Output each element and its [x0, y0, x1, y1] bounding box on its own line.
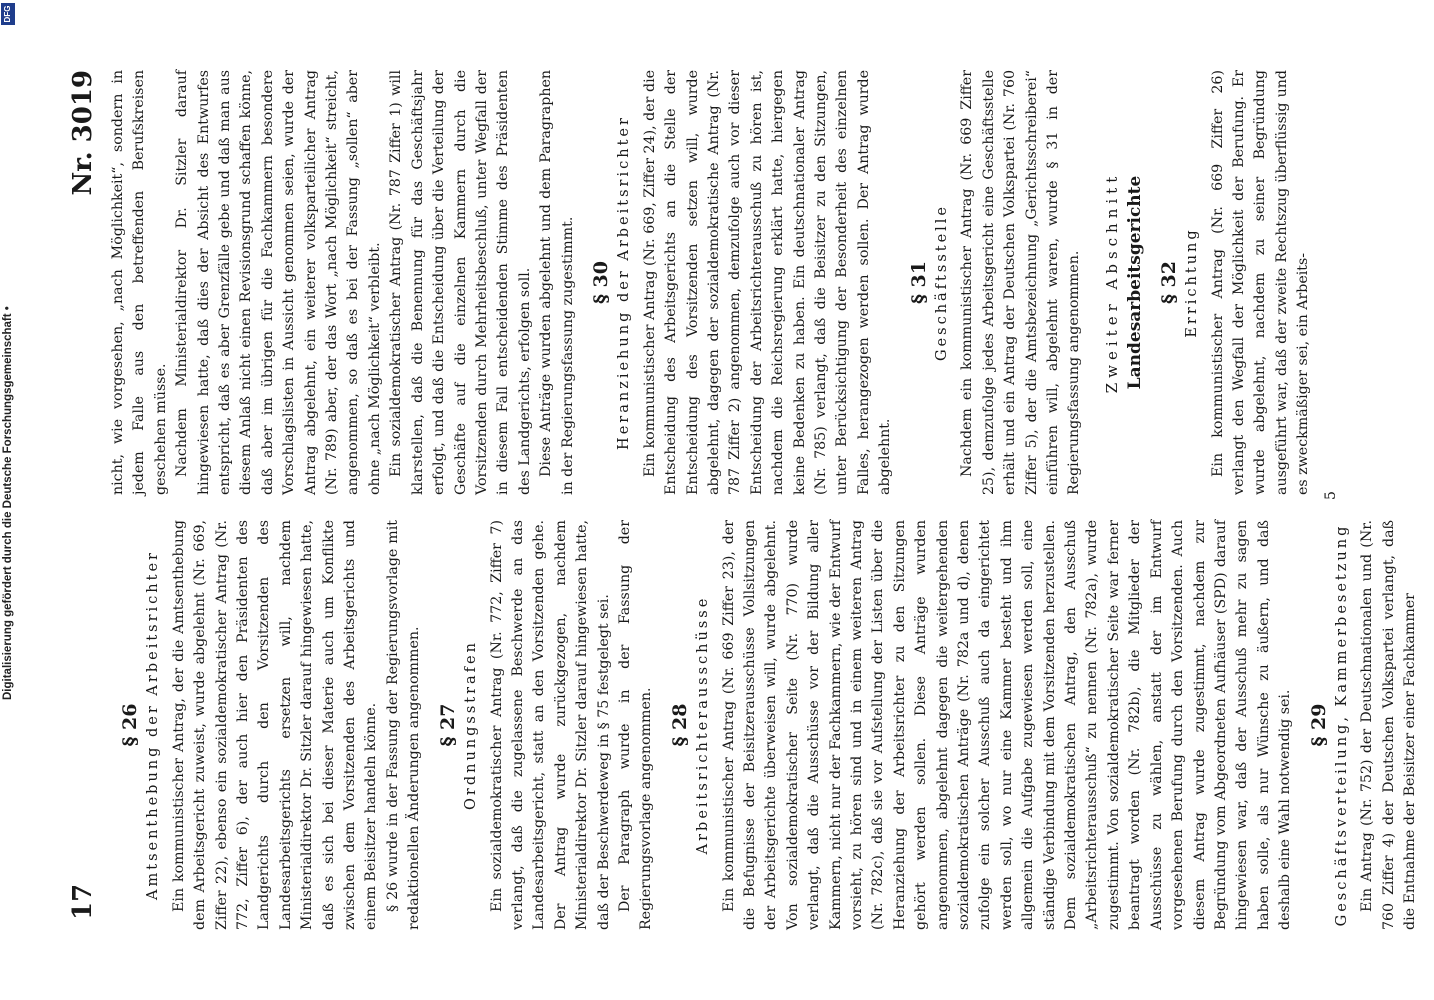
issue-number: Nr. 3019 [68, 70, 98, 196]
section-subtitle: Geschäftsverteilung, Kammerbesetzung [1333, 523, 1350, 927]
page-number: 17 [68, 883, 98, 920]
section-subtitle: Amtsenthebung der Arbeitsrichter [145, 550, 162, 900]
paragraph: Nachdem Ministerialdirektor Dr. Sitzler darauf hingewiesen hatte, daß dies der Absicht des Entwurfes entspricht, daß es aber Grenzfälle gebe und daß man aus diesem Anlaß nicht einen Revisionsgrund schaffen könne, daß aber im übrigen für die Fachkammern besondere Vorschlagslisten in Aussicht genommen seien, wurde der Antrag abgelehnt, ein weiterer volksparteilicher Antrag (Nr. 789) aber, der das Wort „nach Möglichkeit“ streicht, angenommen, so daß es bei der Fassung „sollen“ aber ohne „nach Möglichkeit“ verbleibt. [174, 70, 383, 495]
paragraph: Ein kommunistischer Antrag, der die Amtsenthebung dem Arbeitsgericht zuweist, wurde abgelehnt (Nr. 669, Ziffer 22), ebenso ein sozialdemokratischer Antrag (Nr. 772, Ziffer 6), der auch hier den Präsidenten des Landgerichts durch den Vorsitzenden des Landesarbeitsgerichts ersetzen will, nachdem Ministerialdirektor Dr. Sitzler darauf hingewiesen hatte, daß es sich bei dieser Materie auch um Konflikte zwischen dem Vorsitzenden des Arbeitsgerichts und einem Beisitzer handeln könne. [170, 520, 380, 930]
digitization-note [0, 0, 18, 1000]
right-column [108, 70, 1316, 495]
section-heading: § 30 [589, 261, 612, 304]
paragraph: Ein kommunistischer Antrag (Nr. 669 Ziffer 23), der die Befugnisse der Beisitzerausschüsse Vollsitzungen der Arbeitsgerichte überweisen will, wurde abgelehnt. Von sozialdemokratischer Seite (Nr. 770) wurde verlangt, daß die Ausschüsse vor der Bildung aller Kammern, nicht nur der Fachkammern, wie der Entwurf vorsieht, zu hören sind und in einem weiteren Antrag (Nr. 782c), daß sie vor Aufstellung der Listen über die Heranziehung der Arbeitsrichter zu den Sitzungen gehört werden sollen. Diese Anträge wurden angenommen, abgelehnt dagegen die weitergehenden sozialdemokratischen Anträge (Nr. 782a und d), denen zufolge ein solcher Ausschuß auch da eingerichtet werden soll, wo nur eine Kammer besteht und ihm allgemein die Aufgabe zugewiesen werden soll, eine ständige Verbindung mit dem Vorsitzenden herzustellen. Dem sozialdemokratischen Antrag, den Ausschuß „Arbeitsrichterausschuß“ zu nennen (Nr. 782a), wurde zugestimmt. Von sozialdemokratischer Seite war ferner beantragt worden (Nr. 782b), die Mitglieder der Ausschüsse zu wählen, anstatt der im Entwurf vorgesehenen Berufung durch den Vorsitzenden. Auch diesem Antrag wurde zugestimmt, nachdem zur Begründung vom Abgeordneten Aufhäuser (SPD) darauf hingewiesen war, daß der Ausschuß mehr zu sagen haben solle, als nur Wünsche zu äußern, und daß deshalb eine Wahl notwendig sei. [720, 520, 1294, 930]
section-heading: § 32 [1157, 261, 1180, 304]
paragraph: Ein Antrag (Nr. 752) der Deutschnationalen und (Nr. 760 Ziffer 4) der Deutschen Volkspartei verlangt, daß die Entnahme der Beisitzer einer Fachkammer [1359, 520, 1419, 930]
paragraph: § 26 wurde in der Fassung der Regierungsvorlage mit redaktionellen Änderungen angenommen. [384, 520, 423, 930]
section-heading: § 31 [907, 261, 930, 304]
section-heading: § 27 [436, 703, 459, 747]
section-heading: § 28 [668, 703, 691, 747]
part-title: Landesarbeitsgerichte [1125, 175, 1146, 390]
section-subtitle: Arbeitsrichterausschüsse [695, 595, 712, 855]
paragraph: Nachdem ein kommunistischer Antrag (Nr. 669 Ziffer 25), demzufolge jedes Arbeitsgericht eine Geschäftsstelle erhält und ein Antrag der Deutschen Volkspartei (Nr. 760 Ziffer 5), der die Amtsbezeichnung „Gerichtsschreiberei“ einführen will, abgelehnt waren, wurde § 31 in der Regierungsfassung angenommen. [959, 70, 1083, 495]
section-subtitle: Errichtung [1184, 227, 1201, 338]
part-heading: Zweiter Abschnitt [1102, 171, 1121, 394]
section-heading: § 29 [1307, 703, 1330, 747]
footer-page-mark: 5 [1323, 491, 1339, 500]
dfg-logo: DFG [1, 3, 15, 25]
left-column [108, 520, 1419, 930]
paragraph: nicht, wie vorgesehen, „nach Möglichkeit“, sondern in jedem Falle aus den betreffenden Berufskreisen geschehen müsse. [110, 70, 169, 495]
paragraph: Diese Anträge wurden abgelehnt und dem Paragraphen in der Regierungsfassung zugestimmt. [538, 70, 576, 495]
section-subtitle: Heranziehung der Arbeitsrichter [616, 115, 633, 450]
page-header [68, 60, 108, 930]
section-heading: § 26 [119, 703, 141, 747]
paragraph: Ein kommunistischer Antrag (Nr. 669, Ziffer 24), der die Entscheidung des Arbeitsgerichts an die Stelle der Entscheidung des Vorsitzenden setzen will, wurde abgelehnt, dagegen der sozialdemokratische Antrag (Nr. 787 Ziffer 2) angenommen, demzufolge auch vor dieser Entscheidung der Arbeitsrichterausschuß zu hören ist, nachdem die Reichsregierung erklärt hatte, hiergegen keine Bedenken zu haben. Ein deutschnationaler Antrag (Nr. 785) verlangt, daß die Beisitzer zu den Sitzungen, unter Berücksichtigung der Besonderheit des einzelnen Falles, herangezogen werden sollen. Der Antrag wurde abgelehnt. [641, 70, 894, 495]
paragraph: Der Paragraph wurde in der Fassung der Regierungsvorlage angenommen. [616, 520, 655, 930]
paragraph: Ein kommunistischer Antrag (Nr. 669 Ziffer 26) verlangt den Wegfall der Möglichkeit der Berufung. Er wurde abgelehnt, nachdem zu seiner Begründung ausgeführt war, daß der zweite Rechtszug überflüssig und es zweckmäßiger sei, ein Arbeits- [1209, 70, 1312, 495]
section-subtitle: Ordnungsstrafen [463, 640, 480, 810]
paragraph: Ein sozialdemokratischer Antrag (Nr. 772, Ziffer 7) verlangt, daß die zugelassene Beschwerde an das Landesarbeitsgericht, statt an den Vorsitzenden gehe. Der Antrag wurde zurückgezogen, nachdem Ministerialdirektor Dr. Sitzler darauf hingewiesen hatte, daß der Beschwerdeweg in § 75 festgelegt sei. [488, 520, 612, 930]
paragraph: Ein sozialdemokratischer Antrag (Nr. 787 Ziffer 1) will klarstellen, daß die Benennung für das Geschäftsjahr erfolgt, und daß die Entscheidung über die Verteilung der Geschäfte auf die einzelnen Kammern durch die Vorsitzenden durch Mehrheitsbeschluß, unter Wegfall der in diesem Fall entscheidenden Stimme des Präsidenten des Landgerichts, erfolgen soll. [388, 70, 533, 495]
section-subtitle: Geschäftsstelle [934, 203, 951, 362]
funding-note-text: Digitalisierung gefördert durch die Deutsche Forschungsgemeinschaft • [2, 306, 14, 700]
